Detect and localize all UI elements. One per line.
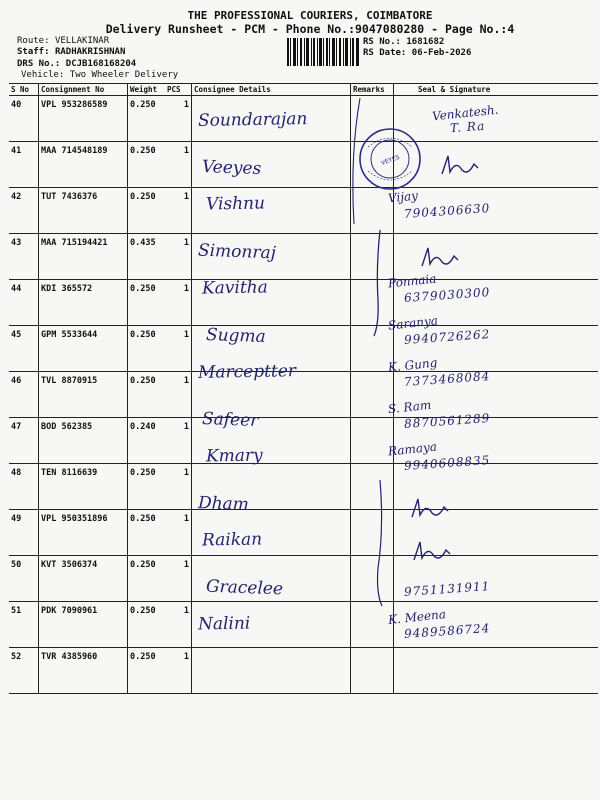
cell-pcs: 1	[165, 142, 192, 188]
route-value: VELLAKINAR	[54, 36, 110, 46]
signature-scribble	[412, 540, 452, 564]
cell-consignment-no: TEN 8116639	[39, 464, 128, 510]
handwritten-phone-or-initials: 8870561289	[403, 411, 491, 431]
cell-pcs: 1	[165, 234, 192, 280]
cell-pcs: 1	[165, 326, 192, 372]
handwritten-signature: Ramaya	[387, 439, 438, 459]
cell-sno: 48	[9, 464, 39, 510]
table-row	[9, 234, 598, 280]
table-row	[9, 648, 598, 694]
handwritten-phone-or-initials: 7373468084	[403, 369, 491, 389]
col-sno: S No	[9, 84, 39, 96]
cell-consignment-no: TVR 4385960	[39, 648, 128, 694]
handwritten-consignee-name: Safeer	[201, 409, 259, 431]
handwritten-signature: Ponnaia	[387, 271, 438, 291]
handwritten-consignee-name: Kavitha	[201, 277, 268, 299]
vehicle-value: Two Wheeler Delivery	[69, 70, 179, 80]
col-remarks: Remarks	[351, 84, 394, 96]
table-row	[9, 372, 598, 418]
cell-weight: 0.250	[128, 602, 166, 648]
table-row	[9, 602, 598, 648]
rs-no-label: RS No.:	[363, 37, 401, 47]
cell-sno: 49	[9, 510, 39, 556]
table-row	[9, 280, 598, 326]
handwritten-phone-or-initials: 7904306630	[403, 201, 491, 221]
handwritten-signature: Vijay	[387, 188, 419, 206]
table-body	[9, 96, 598, 694]
cell-sno: 43	[9, 234, 39, 280]
handwritten-consignee-name: Raikan	[201, 529, 263, 551]
cell-weight: 0.250	[128, 464, 166, 510]
cell-pcs: 1	[165, 556, 192, 602]
cell-consignment-no: MAA 715194421	[39, 234, 128, 280]
col-weight: Weight	[128, 84, 166, 96]
cell-consignment-no: VPL 953286589	[39, 96, 128, 142]
drs-label: DRS No.:	[17, 59, 61, 69]
cell-seal-signature	[394, 142, 599, 188]
signature-scribble	[420, 246, 460, 270]
cell-consignment-no: TUT 7436376	[39, 188, 128, 234]
cell-remarks	[351, 372, 394, 418]
handwritten-signature: S. Ram	[387, 397, 432, 417]
company-title: THE PROFESSIONAL COURIERS, COIMBATORE	[187, 9, 433, 22]
runsheet-table	[9, 83, 598, 694]
cell-sno: 42	[9, 188, 39, 234]
handwritten-consignee-name: Gracelee	[205, 576, 284, 600]
cell-weight: 0.250	[128, 510, 166, 556]
cell-weight: 0.250	[128, 648, 166, 694]
rs-date-value: 06-Feb-2026	[411, 48, 472, 58]
rs-no-line	[363, 37, 444, 47]
cell-pcs: 1	[165, 372, 192, 418]
cell-weight: 0.250	[128, 326, 166, 372]
cell-remarks	[351, 648, 394, 694]
staff-value: RADHAKRISHNAN	[54, 47, 126, 57]
route-line	[17, 36, 109, 46]
cell-sno: 44	[9, 280, 39, 326]
handwritten-bracket-lower	[372, 478, 392, 608]
cell-pcs: 1	[165, 464, 192, 510]
cell-weight: 0.250	[128, 372, 166, 418]
cell-consignment-no: KDI 365572	[39, 280, 128, 326]
handwritten-consignee-name: Kmary	[205, 445, 263, 467]
handwritten-phone-or-initials: 6379030300	[403, 285, 491, 305]
handwritten-signature: Venkatesh.	[431, 102, 500, 124]
cell-pcs: 1	[165, 648, 192, 694]
handwritten-consignee-name: Veeyes	[201, 156, 262, 180]
handwritten-consignee-name: Nalini	[197, 613, 251, 635]
handwritten-signature: K. Gung	[387, 355, 438, 375]
cell-sno: 46	[9, 372, 39, 418]
handwritten-phone-or-initials: 9940608835	[403, 453, 491, 473]
handwritten-consignee-name: Marceptter	[197, 361, 297, 383]
rs-no-value: 1681682	[406, 37, 445, 47]
route-label: Route:	[17, 36, 50, 46]
rs-date-label: RS Date:	[363, 48, 407, 58]
cell-weight: 0.250	[128, 188, 166, 234]
cell-weight: 0.250	[128, 96, 166, 142]
cell-remarks	[351, 418, 394, 464]
signature-scribble	[410, 497, 450, 521]
handwritten-consignee-name: Soundarajan	[197, 109, 308, 131]
signature-scribble	[440, 154, 480, 178]
cell-weight: 0.250	[128, 556, 166, 602]
handwritten-phone-or-initials: 9489586724	[403, 621, 491, 641]
cell-weight: 0.250	[128, 142, 166, 188]
handwritten-signature: Saranya	[387, 313, 439, 333]
cell-consignment-no: PDK 7090961	[39, 602, 128, 648]
cell-weight: 0.250	[128, 280, 166, 326]
cell-pcs: 1	[165, 280, 192, 326]
cell-consignment-no: MAA 714548189	[39, 142, 128, 188]
drs-line	[17, 59, 136, 69]
table-header-row	[9, 84, 598, 96]
cell-consignment-no: GPM 5533644	[39, 326, 128, 372]
handwritten-consignee-name: Dham	[197, 493, 250, 515]
handwritten-phone-or-initials: 9751131911	[403, 579, 491, 599]
cell-consignment-no: VPL 950351896	[39, 510, 128, 556]
runsheet-subtitle: Delivery Runsheet - PCM - Phone No.:9047080280 - Page No.:4	[105, 22, 515, 36]
drs-value: DCJB168168204	[65, 59, 137, 69]
cell-sno: 40	[9, 96, 39, 142]
cell-sno: 47	[9, 418, 39, 464]
table-row	[9, 556, 598, 602]
svg-text:VEYES: VEYES	[380, 153, 401, 167]
cell-consignment-no: TVL 8870915	[39, 372, 128, 418]
handwritten-bracket-upper	[340, 96, 370, 226]
cell-sno: 41	[9, 142, 39, 188]
col-consignment-no: Consignment No	[39, 84, 128, 96]
cell-remarks	[351, 602, 394, 648]
vehicle-label: Vehicle:	[21, 70, 65, 80]
handwritten-phone-or-initials: 9940726262	[403, 327, 491, 347]
cell-sno: 45	[9, 326, 39, 372]
cell-weight: 0.435	[128, 234, 166, 280]
table-row	[9, 326, 598, 372]
cell-consignee-details	[192, 648, 351, 694]
cell-pcs: 1	[165, 510, 192, 556]
handwritten-consignee-name: Sugma	[205, 324, 267, 348]
handwritten-consignee-name: Simonraj	[197, 240, 277, 264]
vehicle-line	[21, 70, 178, 80]
cell-seal-signature	[394, 648, 599, 694]
cell-sno: 52	[9, 648, 39, 694]
table-row	[9, 188, 598, 234]
barcode-image	[287, 38, 359, 66]
cell-pcs: 1	[165, 418, 192, 464]
cell-weight: 0.240	[128, 418, 166, 464]
table-row	[9, 142, 598, 188]
cell-sno: 51	[9, 602, 39, 648]
cell-consignment-no: KVT 3506374	[39, 556, 128, 602]
staff-label: Staff:	[17, 47, 50, 57]
staff-line	[17, 47, 125, 57]
cell-consignment-no: BOD 562385	[39, 418, 128, 464]
cell-pcs: 1	[165, 188, 192, 234]
table-row	[9, 464, 598, 510]
table-row	[9, 418, 598, 464]
rs-date-line	[363, 48, 471, 58]
handwritten-signature: K. Meena	[387, 607, 447, 627]
cell-sno: 50	[9, 556, 39, 602]
col-pcs: PCS	[165, 84, 192, 96]
col-consignee-details: Consignee Details	[192, 84, 351, 96]
cell-pcs: 1	[165, 602, 192, 648]
handwritten-phone-or-initials: T. Ra	[449, 118, 486, 136]
table-row	[9, 510, 598, 556]
handwritten-consignee-name: Vishnu	[205, 193, 266, 215]
cell-pcs: 1	[165, 96, 192, 142]
col-seal-signature: Seal & Signature	[394, 84, 599, 96]
